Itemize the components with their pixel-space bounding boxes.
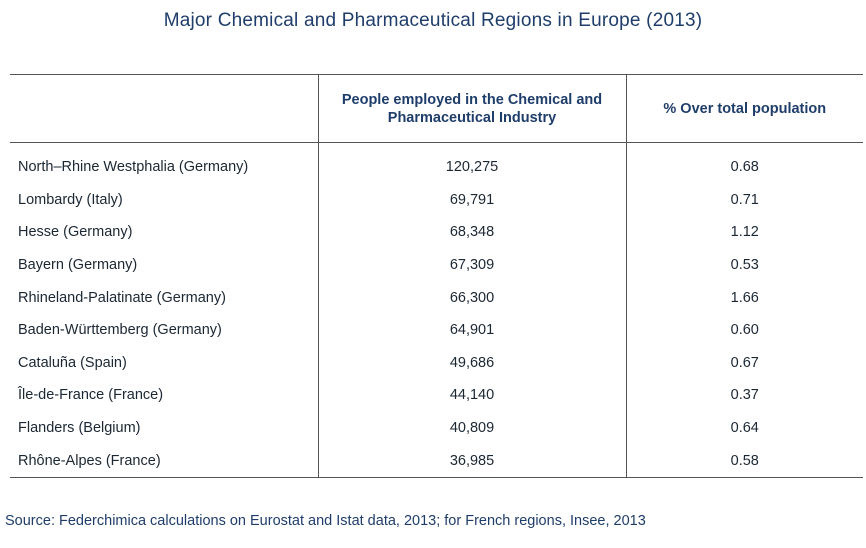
region-cell: Bayern (Germany) xyxy=(18,257,138,274)
region-cell: Rhineland-Palatinate (Germany) xyxy=(18,289,226,306)
region-cell: Rhône-Alpes (France) xyxy=(10,444,318,477)
percent-cell: 0.64 xyxy=(626,412,863,445)
employed-cell: 44,140 xyxy=(318,379,626,412)
employed-cell: 49,686 xyxy=(318,347,626,380)
region-cell: Lombardy (Italy) xyxy=(18,191,123,208)
employed-cell: 64,901 xyxy=(318,314,626,347)
source-note: Source: Federchimica calculations on Eurostat and Istat data, 2013; for French regions, Insee, 2013 xyxy=(5,513,646,529)
percent-cell: 1.66 xyxy=(626,281,863,314)
percent-cell: 0.68 xyxy=(626,143,863,184)
percent-cell: 0.71 xyxy=(626,184,863,217)
header-region xyxy=(10,75,318,143)
regions-table xyxy=(10,74,863,478)
table-row xyxy=(10,281,863,314)
table-body xyxy=(10,143,863,478)
region-cell: Flanders (Belgium) xyxy=(18,420,141,437)
employed-cell: 120,275 xyxy=(318,143,626,184)
table-row xyxy=(10,412,863,445)
percent-cell: 0.53 xyxy=(626,249,863,282)
employed-cell: 69,791 xyxy=(318,184,626,217)
table-row xyxy=(10,184,863,217)
employed-cell: 40,809 xyxy=(318,412,626,445)
employed-cell: 68,348 xyxy=(318,216,626,249)
percent-cell: 1.12 xyxy=(626,216,863,249)
header-percent: % Over total population xyxy=(626,75,863,143)
table-row xyxy=(10,347,863,380)
region-cell: North–Rhine Westphalia (Germany) xyxy=(18,159,249,176)
header-employed: People employed in the Chemical and Pharmaceutical Industry xyxy=(318,75,626,143)
percent-cell: 0.58 xyxy=(626,444,863,477)
table-row xyxy=(10,314,863,347)
employed-cell: 36,985 xyxy=(318,444,626,477)
percent-cell: 0.60 xyxy=(626,314,863,347)
table-row xyxy=(10,379,863,412)
region-cell: Hesse (Germany) xyxy=(18,224,133,241)
region-cell: Baden-Württemberg (Germany) xyxy=(18,322,222,339)
region-cell: Cataluña (Spain) xyxy=(18,354,127,371)
employed-cell: 66,300 xyxy=(318,281,626,314)
percent-cell: 0.67 xyxy=(626,347,863,380)
table-header-row xyxy=(10,75,863,143)
percent-cell: 0.37 xyxy=(626,379,863,412)
table-row xyxy=(10,444,863,477)
chart-title: Major Chemical and Pharmaceutical Regions in Europe (2013) xyxy=(163,10,703,31)
table-row xyxy=(10,249,863,282)
region-cell: Île-de-France (France) xyxy=(18,387,164,404)
employed-cell: 67,309 xyxy=(318,249,626,282)
table-row xyxy=(10,216,863,249)
table-row xyxy=(10,143,863,184)
